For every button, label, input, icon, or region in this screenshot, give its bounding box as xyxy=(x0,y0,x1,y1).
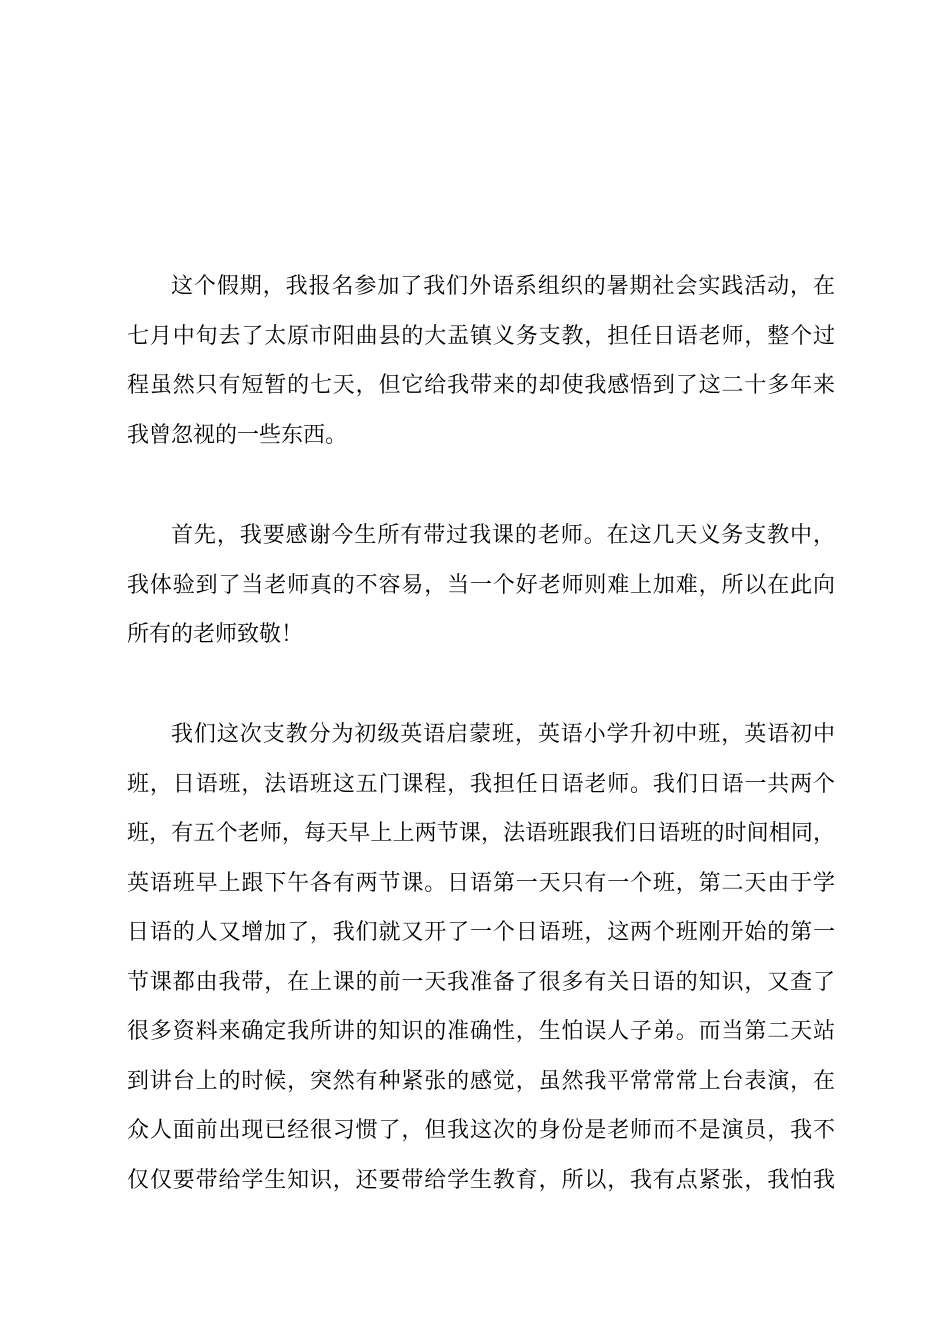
paragraph-line: 节课都由我带，在上课的前一天我准备了很多有关日语的知识，又查了 xyxy=(127,969,835,995)
paragraph-line: 众人面前出现已经很习惯了，但我这次的身份是老师而不是演员，我不 xyxy=(127,1118,835,1143)
paragraph-1 xyxy=(127,262,835,460)
paragraph-3 xyxy=(127,710,835,1205)
paragraph-line: 所有的老师致敬！ xyxy=(127,622,304,647)
paragraph-line: 英语班早上跟下午各有两节课。日语第一天只有一个班，第二天由于学 xyxy=(127,870,835,896)
paragraph-line: 仅仅要带给学生知识，还要带给学生教育，所以，我有点紧张，我怕我 xyxy=(127,1167,835,1193)
paragraph-line: 七月中旬去了太原市阳曲县的大盂镇义务支教，担任日语老师，整个过 xyxy=(127,323,835,349)
paragraph-line: 班，有五个老师，每天早上上两节课，法语班跟我们日语班的时间相同， xyxy=(127,821,835,846)
paragraph-line: 很多资料来确定我所讲的知识的准确性，生怕误人子弟。而当第二天站 xyxy=(127,1019,835,1044)
paragraph-line: 我曾忽视的一些东西。 xyxy=(127,422,348,448)
paragraph-line: 班，日语班，法语班这五门课程，我担任日语老师。我们日语一共两个 xyxy=(127,771,835,797)
paragraph-line: 到讲台上的时候，突然有种紧张的感觉，虽然我平常常常上台表演，在 xyxy=(127,1068,835,1094)
paragraph-line: 我们这次支教分为初级英语启蒙班，英语小学升初中班，英语初中 xyxy=(171,722,835,747)
paragraph-line: 首先，我要感谢今生所有带过我课的老师。在这几天义务支教中， xyxy=(171,523,835,548)
paragraph-line: 程虽然只有短暂的七天，但它给我带来的却使我感悟到了这二十多年来 xyxy=(127,373,835,398)
paragraph-line: 日语的人又增加了，我们就又开了一个日语班，这两个班刚开始的第一 xyxy=(127,920,835,945)
paragraph-line: 这个假期，我报名参加了我们外语系组织的暑期社会实践活动，在 xyxy=(171,274,835,299)
paragraph-2 xyxy=(127,511,835,660)
paragraph-line: 我体验到了当老师真的不容易，当一个好老师则难上加难，所以在此向 xyxy=(127,572,835,598)
